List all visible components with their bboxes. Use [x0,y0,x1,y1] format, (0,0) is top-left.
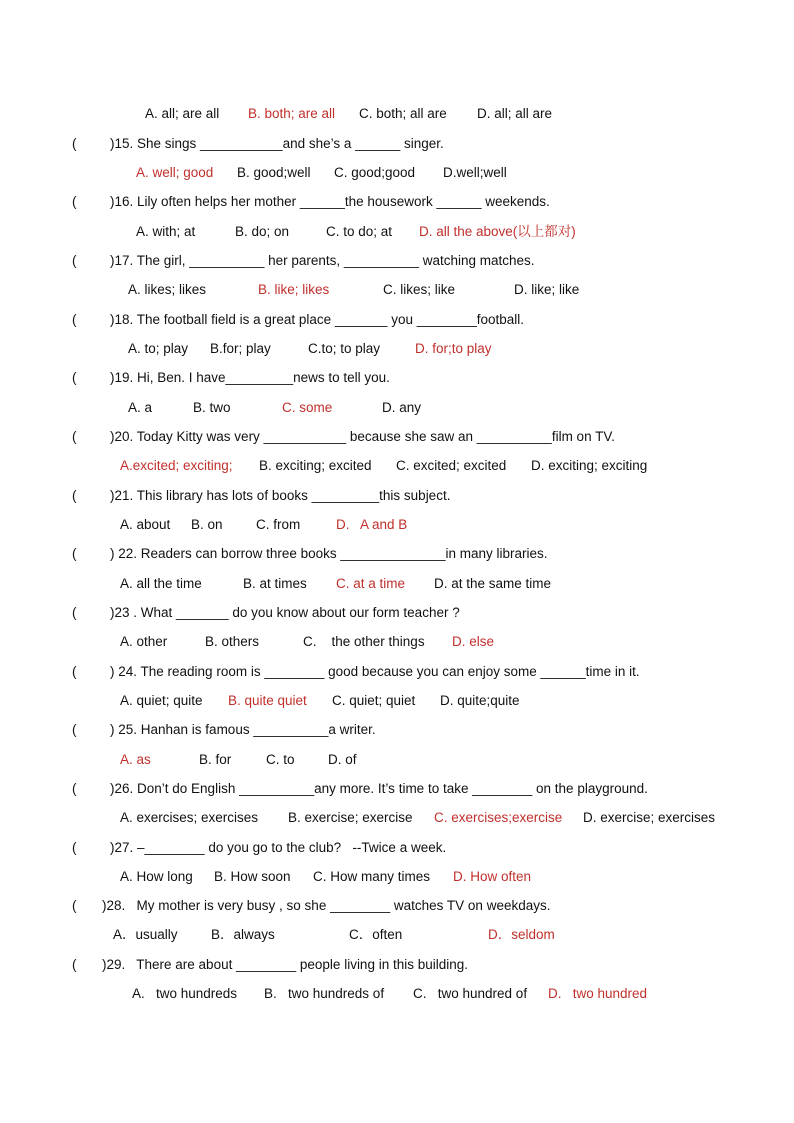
q18-option-c[interactable]: C.to; to play [308,341,381,356]
q19-answer-paren[interactable]: ( [72,370,77,385]
q15-option-d[interactable]: D.well;well [443,165,507,180]
q25-option-c[interactable]: C. to [266,752,295,767]
q23-answer-paren[interactable]: ( [72,605,77,620]
q18-option-a[interactable]: A. to; play [128,341,189,356]
q15-question: )15. She sings ___________and she’s a ______ singer. [110,136,444,151]
q20-option-d[interactable]: D. exciting; exciting [531,458,648,473]
q29-option-a[interactable]: A. two hundreds [132,986,238,1001]
q16-question: )16. Lily often helps her mother ______the housework ______ weekends. [110,194,550,209]
q26-option-c[interactable]: C. exercises;exercise [434,810,563,825]
q21-option-b[interactable]: B. on [191,517,223,532]
q27-option-b[interactable]: B. How soon [214,869,291,884]
q23-option-b[interactable]: B. others [205,634,260,649]
q18-option-d[interactable]: D. for;to play [415,341,492,356]
q23-question: )23 . What _______ do you know about our form teacher ? [110,605,460,620]
q20-option-c[interactable]: C. excited; excited [396,458,507,473]
q15-answer-paren[interactable]: ( [72,136,77,151]
q24-option-a[interactable]: A. quiet; quite [120,693,203,708]
q16-answer-paren[interactable]: ( [72,194,77,209]
q19-option-d[interactable]: D. any [382,400,422,415]
q22-option-b[interactable]: B. at times [243,576,307,591]
q23-option-a[interactable]: A. other [120,634,168,649]
q28-option-c[interactable]: C．often [349,927,403,942]
q22-question: ) 22. Readers can borrow three books ______________in many libraries. [110,546,548,561]
q26-option-a[interactable]: A. exercises; exercises [120,810,259,825]
q22-option-a[interactable]: A. all the time [120,576,202,591]
q19-option-b[interactable]: B. two [193,400,231,415]
q27-answer-paren[interactable]: ( [72,840,77,855]
q15-option-b[interactable]: B. good;well [237,165,311,180]
q27-question: )27. –________ do you go to the club? --Twice a week. [110,840,447,855]
q24-option-b[interactable]: B. quite quiet [228,693,307,708]
q15-option-a[interactable]: A. well; good [136,165,214,180]
q21-option-a[interactable]: A. about [120,517,171,532]
q26-answer-paren[interactable]: ( [72,781,77,796]
q25-option-b[interactable]: B. for [199,752,232,767]
q28-option-b[interactable]: B．always [211,927,275,942]
q26-option-d[interactable]: D. exercise; exercises [583,810,716,825]
q22-option-c[interactable]: C. at a time [336,576,406,591]
q24-answer-paren[interactable]: ( [72,664,77,679]
q20-option-b[interactable]: B. exciting; excited [259,458,372,473]
q25-option-a[interactable]: A. as [120,752,151,767]
q21-option-c[interactable]: C. from [256,517,301,532]
q16-option-c[interactable]: C. to do; at [326,224,393,239]
q14-option-d[interactable]: D. all; all are [477,106,553,121]
q20-option-a[interactable]: A.excited; exciting; [120,458,233,473]
q18-question: )18. The football field is a great place _______ you ________football. [110,312,525,327]
q15-option-c[interactable]: C. good;good [334,165,416,180]
q21-question: )21. This library has lots of books _________this subject. [110,488,451,503]
q18-answer-paren[interactable]: ( [72,312,77,327]
q17-question: )17. The girl, __________ her parents, __________ watching matches. [110,253,535,268]
q29-option-c[interactable]: C. two hundred of [413,986,528,1001]
q18-option-b[interactable]: B.for; play [210,341,271,356]
q16-option-d[interactable]: D. all the above(以上都对) [419,224,576,239]
q17-answer-paren[interactable]: ( [72,253,77,268]
q27-option-c[interactable]: C. How many times [313,869,431,884]
q22-option-d[interactable]: D. at the same time [434,576,552,591]
q29-option-b[interactable]: B. two hundreds of [264,986,385,1001]
q27-option-a[interactable]: A. How long [120,869,193,884]
q22-answer-paren[interactable]: ( [72,546,77,561]
q19-option-c[interactable]: C. some [282,400,333,415]
q17-option-a[interactable]: A. likes; likes [128,282,207,297]
q20-answer-paren[interactable]: ( [72,429,77,444]
q27-option-d[interactable]: D. How often [453,869,532,884]
q17-option-d[interactable]: D. like; like [514,282,580,297]
q28-option-d[interactable]: D．seldom [488,927,555,942]
q24-option-c[interactable]: C. quiet; quiet [332,693,416,708]
q14-option-c[interactable]: C. both; all are [359,106,447,121]
q29-answer-paren[interactable]: ( [72,957,77,972]
q28-question: )28. My mother is very busy , so she ________ watches TV on weekdays. [102,898,551,913]
q28-answer-paren[interactable]: ( [72,898,77,913]
q23-option-d[interactable]: D. else [452,634,495,649]
q25-question: ) 25. Hanhan is famous __________a writer. [110,722,376,737]
q21-answer-paren[interactable]: ( [72,488,77,503]
q26-option-b[interactable]: B. exercise; exercise [288,810,413,825]
q24-question: ) 24. The reading room is ________ good because you can enjoy some ______time in it. [110,664,640,679]
q17-option-c[interactable]: C. likes; like [383,282,456,297]
q21-option-d[interactable]: D. A and B [336,517,408,532]
q14-option-a[interactable]: A. all; are all [145,106,220,121]
q25-answer-paren[interactable]: ( [72,722,77,737]
q29-question: )29. There are about ________ people living in this building. [102,957,469,972]
q28-option-a[interactable]: A．usually [113,927,178,942]
q26-question: )26. Don’t do English __________any more. It’s time to take ________ on the playground. [110,781,648,796]
q23-option-c[interactable]: C. the other things [303,634,425,649]
q17-option-b[interactable]: B. like; likes [258,282,330,297]
q16-option-b[interactable]: B. do; on [235,224,290,239]
q19-question: )19. Hi, Ben. I have_________news to tell you. [110,370,390,385]
q25-option-d[interactable]: D. of [328,752,357,767]
q20-question: )20. Today Kitty was very ___________ because she saw an __________film on TV. [110,429,615,444]
q29-option-d[interactable]: D. two hundred [548,986,648,1001]
q19-option-a[interactable]: A. a [128,400,153,415]
q14-option-b[interactable]: B. both; are all [248,106,336,121]
q16-option-a[interactable]: A. with; at [136,224,196,239]
q24-option-d[interactable]: D. quite;quite [440,693,520,708]
